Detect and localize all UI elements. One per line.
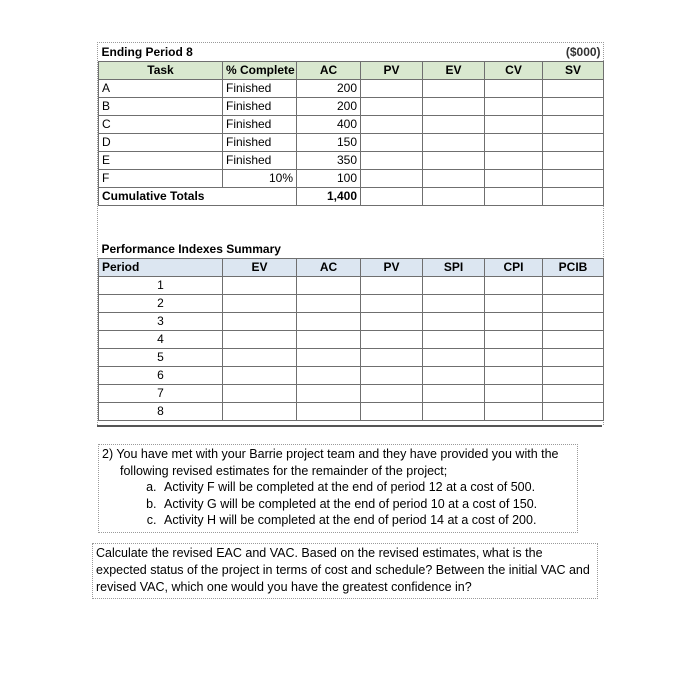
task-cell[interactable]: D <box>99 134 223 152</box>
cpi-cell[interactable] <box>485 367 543 385</box>
table-row <box>99 170 604 188</box>
pv-cell[interactable] <box>361 385 423 403</box>
task-cell[interactable]: F <box>99 170 223 188</box>
spi-cell[interactable] <box>423 385 485 403</box>
ac-cell[interactable] <box>297 403 361 421</box>
pv-cell[interactable] <box>361 331 423 349</box>
list-item: b. Activity G will be completed at the end of period 10 at a cost of 150. <box>160 496 574 513</box>
ac-cell[interactable] <box>297 313 361 331</box>
ev-cell[interactable] <box>223 349 297 367</box>
ac-cell[interactable]: 200 <box>297 98 361 116</box>
pcib-cell[interactable] <box>543 403 604 421</box>
task-cell[interactable]: A <box>99 80 223 98</box>
list-item: a. Activity F will be completed at the end of period 12 at a cost of 500. <box>160 479 574 496</box>
calculation-instructions: Calculate the revised EAC and VAC. Based on the revised estimates, what is the expected status of the project in terms of cost and schedule? Between the initial VAC and revised VAC, which one would you have the greatest confidence in? <box>92 543 598 599</box>
complete-cell[interactable]: Finished <box>223 116 297 134</box>
table-row <box>99 403 604 421</box>
spi-cell[interactable] <box>423 331 485 349</box>
table-row <box>99 134 604 152</box>
ac-cell[interactable] <box>297 349 361 367</box>
complete-cell[interactable]: Finished <box>223 134 297 152</box>
table-row <box>99 98 604 116</box>
header-pcib: PCIB <box>543 259 604 277</box>
pv-cell[interactable] <box>361 98 423 116</box>
table-row <box>99 367 604 385</box>
cv-cell[interactable] <box>485 98 543 116</box>
period-cell[interactable]: 4 <box>99 331 223 349</box>
header-cv: CV <box>485 62 543 80</box>
pv-cell[interactable] <box>361 152 423 170</box>
pv-cell[interactable] <box>361 313 423 331</box>
header-ev: EV <box>223 259 297 277</box>
table1-title: Ending Period 8 <box>101 45 193 59</box>
header-pv: PV <box>361 62 423 80</box>
cpi-cell[interactable] <box>485 385 543 403</box>
spreadsheet-area <box>97 42 604 425</box>
pv-cell[interactable] <box>361 80 423 98</box>
cv-cell[interactable] <box>485 152 543 170</box>
table2-title: Performance Indexes Summary <box>101 242 281 256</box>
header-spi: SPI <box>423 259 485 277</box>
sv-cell[interactable] <box>543 152 604 170</box>
totals-sv-cell[interactable] <box>543 188 604 206</box>
ac-cell[interactable]: 200 <box>297 80 361 98</box>
section-divider <box>97 425 602 427</box>
question-2-box <box>98 444 578 533</box>
table-row <box>99 152 604 170</box>
pcib-cell[interactable] <box>543 385 604 403</box>
ac-cell[interactable]: 400 <box>297 116 361 134</box>
question-2-lead: 2) You have met with your Barrie project team and they have provided you with the following revised estimates for the remainder of the project; <box>102 447 559 478</box>
table-row <box>99 385 604 403</box>
spi-cell[interactable] <box>423 367 485 385</box>
complete-cell[interactable]: Finished <box>223 98 297 116</box>
ev-cell[interactable] <box>423 98 485 116</box>
totals-pv-cell[interactable] <box>361 188 423 206</box>
cpi-cell[interactable] <box>485 331 543 349</box>
table-row <box>99 80 604 98</box>
cv-cell[interactable] <box>485 116 543 134</box>
complete-cell[interactable]: Finished <box>223 152 297 170</box>
sv-cell[interactable] <box>543 98 604 116</box>
pcib-cell[interactable] <box>543 349 604 367</box>
ac-cell[interactable]: 100 <box>297 170 361 188</box>
ev-cell[interactable] <box>223 403 297 421</box>
ev-cell[interactable] <box>223 385 297 403</box>
sv-cell[interactable] <box>543 170 604 188</box>
task-cell[interactable]: B <box>99 98 223 116</box>
header-cpi: CPI <box>485 259 543 277</box>
cv-cell[interactable] <box>485 134 543 152</box>
ev-cell[interactable] <box>223 367 297 385</box>
ac-cell[interactable]: 350 <box>297 152 361 170</box>
revised-estimates-list <box>102 479 574 529</box>
spi-cell[interactable] <box>423 403 485 421</box>
period-cell[interactable]: 1 <box>99 277 223 295</box>
period-cell[interactable]: 7 <box>99 385 223 403</box>
header-ac: AC <box>297 259 361 277</box>
complete-cell[interactable]: 10% <box>223 170 297 188</box>
pv-cell[interactable] <box>361 403 423 421</box>
totals-label: Cumulative Totals <box>99 188 297 206</box>
pcib-cell[interactable] <box>543 295 604 313</box>
ev-cell[interactable] <box>423 116 485 134</box>
period-cell[interactable]: 2 <box>99 295 223 313</box>
cpi-cell[interactable] <box>485 277 543 295</box>
pcib-cell[interactable] <box>543 367 604 385</box>
ending-period-table <box>98 44 604 206</box>
pv-cell[interactable] <box>361 367 423 385</box>
cv-cell[interactable] <box>485 80 543 98</box>
header-period: Period <box>99 259 223 277</box>
ev-cell[interactable] <box>223 313 297 331</box>
pv-cell[interactable] <box>361 349 423 367</box>
ev-cell[interactable] <box>423 134 485 152</box>
table-row <box>99 349 604 367</box>
period-cell[interactable]: 6 <box>99 367 223 385</box>
task-cell[interactable]: E <box>99 152 223 170</box>
cpi-cell[interactable] <box>485 313 543 331</box>
ac-cell[interactable] <box>297 295 361 313</box>
sv-cell[interactable] <box>543 80 604 98</box>
header-ev: EV <box>423 62 485 80</box>
ev-cell[interactable] <box>223 331 297 349</box>
performance-indexes-table <box>98 241 604 421</box>
ac-cell[interactable] <box>297 277 361 295</box>
ac-cell[interactable] <box>297 367 361 385</box>
table-row <box>99 277 604 295</box>
cpi-cell[interactable] <box>485 349 543 367</box>
table-row <box>99 295 604 313</box>
header-sv: SV <box>543 62 604 80</box>
table-row <box>99 331 604 349</box>
ac-cell[interactable] <box>297 385 361 403</box>
table-row <box>99 313 604 331</box>
pcib-cell[interactable] <box>543 277 604 295</box>
currency-note: ($000) <box>565 45 601 59</box>
cpi-cell[interactable] <box>485 403 543 421</box>
ac-cell[interactable]: 150 <box>297 134 361 152</box>
spi-cell[interactable] <box>423 277 485 295</box>
period-cell[interactable]: 8 <box>99 403 223 421</box>
ev-cell[interactable] <box>223 277 297 295</box>
ev-cell[interactable] <box>223 295 297 313</box>
cpi-cell[interactable] <box>485 295 543 313</box>
spi-cell[interactable] <box>423 313 485 331</box>
period-cell[interactable]: 5 <box>99 349 223 367</box>
pv-cell[interactable] <box>361 134 423 152</box>
header-complete: % Complete <box>223 62 297 80</box>
totals-ac-cell[interactable]: 1,400 <box>297 188 361 206</box>
cv-cell[interactable] <box>485 170 543 188</box>
header-task: Task <box>99 62 223 80</box>
pv-cell[interactable] <box>361 295 423 313</box>
sv-cell[interactable] <box>543 116 604 134</box>
period-cell[interactable]: 3 <box>99 313 223 331</box>
pv-cell[interactable] <box>361 116 423 134</box>
pv-cell[interactable] <box>361 277 423 295</box>
pcib-cell[interactable] <box>543 331 604 349</box>
spi-cell[interactable] <box>423 295 485 313</box>
pcib-cell[interactable] <box>543 313 604 331</box>
header-pv: PV <box>361 259 423 277</box>
totals-row <box>99 188 604 206</box>
totals-ev-cell[interactable] <box>423 188 485 206</box>
totals-cv-cell[interactable] <box>485 188 543 206</box>
table-row <box>99 116 604 134</box>
complete-cell[interactable]: Finished <box>223 80 297 98</box>
spi-cell[interactable] <box>423 349 485 367</box>
ac-cell[interactable] <box>297 331 361 349</box>
sv-cell[interactable] <box>543 134 604 152</box>
ev-cell[interactable] <box>423 170 485 188</box>
pv-cell[interactable] <box>361 170 423 188</box>
header-ac: AC <box>297 62 361 80</box>
list-item: c. Activity H will be completed at the end of period 14 at a cost of 200. <box>160 512 574 529</box>
task-cell[interactable]: C <box>99 116 223 134</box>
ev-cell[interactable] <box>423 80 485 98</box>
ev-cell[interactable] <box>423 152 485 170</box>
